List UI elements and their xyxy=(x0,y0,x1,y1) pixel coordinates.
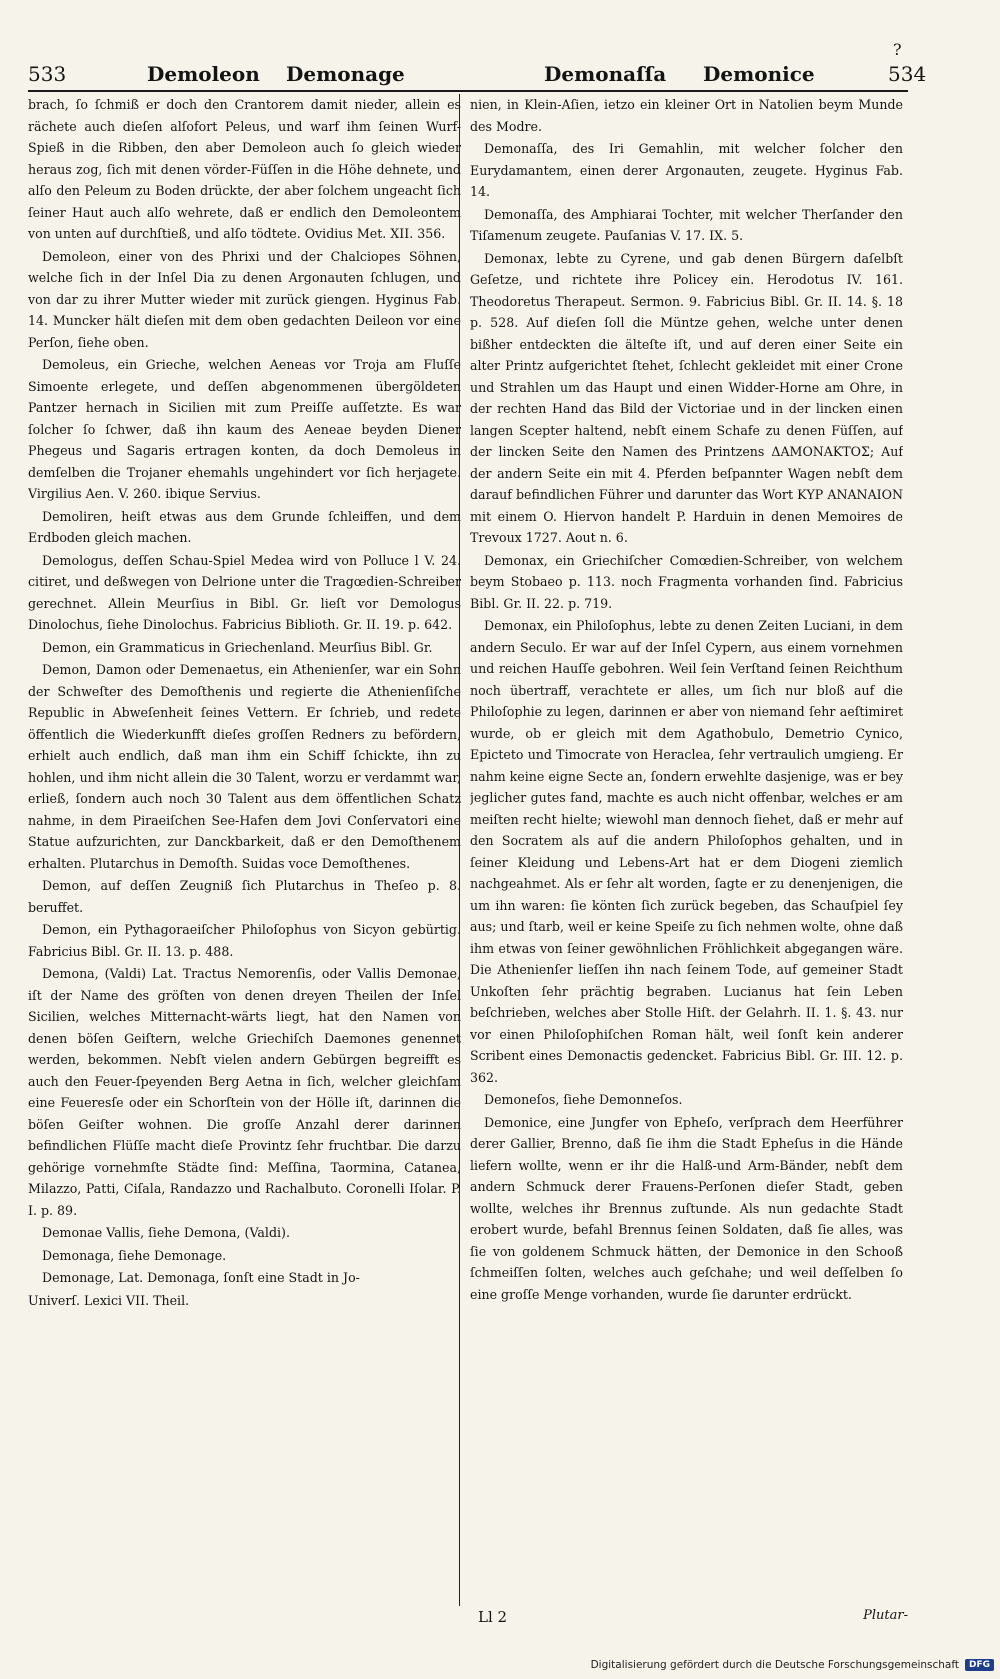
running-header xyxy=(28,62,927,88)
dictionary-entry: Demonax, ein Griechiſcher Comœdien-Schreiber, von welchem beym Stobaeo p. 113. noch Fragmenta vorhanden ſind. Fabricius Bibl. Gr. II. 22. p. 719. xyxy=(470,552,903,611)
dictionary-entry: Demonae Vallis, ſiehe Demona, (Valdi). xyxy=(42,1225,290,1240)
credit-text: Digitalisierung gefördert durch die Deutsche Forschungsgemeinschaft xyxy=(590,1659,959,1671)
dictionary-entry: Demon, ein Pythagoraeiſcher Philoſophus von Sicyon gebürtig. Fabricius Bibl. Gr. II. 13. p. 488. xyxy=(28,922,461,959)
dictionary-entry: Demon, ein Grammaticus in Griechenland. Meurſius Bibl. Gr. xyxy=(42,639,433,655)
dictionary-entry: Demonax, lebte zu Cyrene, und gab denen Bürgern daſelbſt Geſetze, und richtete ihre Policey ein. Herodotus IV. 161. Theodoretus Therapeut. Sermon. 9. Fabricius Bibl. Gr. II. 14. §. 18 p. 528. Auf dieſen ſoll die Müntze gehen, welche unter denen bißher entdeckten die älteſte iſt, und auf deren einer Seite ein alter Printz aufgerichtet ſtehet, ſchlecht gekleidet mit einer Crone und Strahlen um das Haupt und einen Widder-Horne am Ohre, in der rechten Hand das Bild der Victoriae und in der lincken einen langen Scepter haltend, nebſt einem Schafe zu denen Füſſen, auf der lincken Seite den Namen des Printzens ΔΑΜΟΝΑΚΤΟΣ; Auf der andern Seite ein mit 4. Pferden beſpannter Wagen nebſt dem darauf befindlichen Führer und darunter das Wort ΚΥΡ ΑΝΑΝΑΙΟΝ mit einem O. Hiervon handelt P. Harduin in denen Memoires de Trevoux 1727. Aout n. 6. xyxy=(470,250,903,545)
right-column xyxy=(470,94,903,1606)
dictionary-entry: Demon, Damon oder Demenaetus, ein Athenienſer, war ein Sohn der Schweſter des Demoſthenis und regierte die Athenienſiſche Republic in Abweſenheit ſeines Vettern. Er ſchrieb, und redete öffentlich die Wiederkunfft dieſes groſſen Redners zu befördern, erhielt auch endlich, daß man ihm ein Schiff ſchickte, ihn zu hohlen, und ihm nicht allein die 30 Talent, worzu er verdammt war, erließ, ſondern auch noch 30 Talent aus dem öffentlichen Schatz nahme, in dem Piraeiſchen See-Hafen dem Jovi Conſervatori eine Statue aufzurichten, zur Danckbarkeit, daß er den Demoſthenem erhalten. Plutarchus in Demoſth. Suidas voce Demoſthenes. xyxy=(28,662,461,871)
dictionary-entry: brach, ſo ſchmiß er doch den Crantorem damit nieder, allein es rächete auch dieſen alſofort Peleus, und warf ihm ſeinen Wurf-Spieß in die Ribben, den aber Demoleon auch ſo gleich wieder heraus zog, ſich mit denen vörder-Füſſen in die Höhe dehnete, und alſo den Peleum zu Boden drückte, der aber ſolchem ungeacht ſich ſeiner Haut auch alſo wehrete, daß er endlich den Demoleontem von unten auf durchſtieß, und alſo tödtete. Ovidius Met. XII. 356. xyxy=(28,97,461,241)
dictionary-entry: Demonaſſa, des Iri Gemahlin, mit welcher ſolcher den Eurydamantem, einen derer Argonauten, zeugete. Hyginus Fab. 14. xyxy=(470,141,903,199)
dictionary-entry: Demoleon, einer von des Phrixi und der Chalciopes Söhnen, welche ſich in der Inſel Dia zu denen Argonauten ſchlugen, und von dar zu ihrer Mutter wieder mit zurück giengen. Hyginus Fab. 14. Muncker hält dieſen mit dem oben gedachten Deileon vor eine Perſon, ſiehe oben. xyxy=(28,248,461,350)
page-number-left: 533 xyxy=(28,62,67,86)
dictionary-entry: Demonax, ein Philoſophus, lebte zu denen Zeiten Luciani, in dem andern Seculo. Er war auf der Inſel Cypern, aus einem vornehmen und reichen Hauſſe gebohren. Weil ſein Verſtand ſeinen Reichthum noch übertraff, verachtete er alles, um ſich nur bloß auf die Philoſophie zu legen, darinnen er aber von niemand ſehr aeſtimiret wurde, ob er gleich mit dem Agathobulo, Demetrio Cynico, Epicteto und Timocrate von Heraclea, ſehr vertraulich umgieng. Er nahm keine eigne Secte an, ſondern erwehlte dasjenige, was er bey jeglicher gutes fand, machte es auch nicht offenbar, welches er am meiſten recht hielte; wiewohl man dennoch ſiehet, daß er mehr auf den Socratem als auf die andern Philoſophos gehalten, und in ſeiner Kleidung und Lebens-Art hat er dem Diogeni ziemlich nachgeahmet. Als er ſehr alt worden, ſagte er zu denenjenigen, die um ihn waren: ſie könten ſich zurück begeben, das Schauſpiel ſey aus; und ſtarb, weil er keine Speiſe zu ſich nehmen wolte, ohne daß ihm etwas von ſeiner gewöhnlichen Fröhlichkeit abgegangen wäre. Die Athenienſer lieſſen ihn nach ſeinem Tode, auf gemeiner Stadt Unkoſten ſehr prächtig begraben. Lucianus hat ſein Leben beſchrieben, welches aber Stolle Hiſt. der Gelahrh. II. 1. §. 43. nur vor einen Philoſophiſchen Roman hält, weil ſonſt kein anderer Scribent eines Demonactis gedencket. Fabricius Bibl. Gr. III. 12. p. 362. xyxy=(470,618,903,1085)
page-footer xyxy=(28,1608,908,1632)
dictionary-entry: Demoliren, heiſt etwas aus dem Grunde ſchleiffen, und dem Erdboden gleich machen. xyxy=(28,508,461,545)
dictionary-entry: Demonice, eine Jungfer von Epheſo, verſprach dem Heerführer derer Gallier, Brenno, daß ſie ihm die Stadt Epheſus in die Hände liefern wollte, wenn er ihr die Halß-und Arm-Bänder, nebſt dem andern Schmuck derer Frauens-Perſonen dieſer Stadt, geben wollte, welches ihr Brennus zuſtunde. Als nun gedachte Stadt erobert wurde, befahl Brennus ſeinen Soldaten, daß ſie alles, was ſie von goldenem Schmuck hätten, der Demonice in den Schooß ſchmeiſſen ſolten, welches auch geſchahe; und weil deſſelben ſo eine groſſe Menge vorhanden, wurde ſie darunter erdrückt. xyxy=(470,1114,903,1302)
dictionary-entry: Demonaſſa, des Amphiarai Tochter, mit welcher Therſander den Tiſamenum zeugete. Pauſanias V. 17. IX. 5. xyxy=(470,206,903,243)
header-keyword-right-2: Demonice xyxy=(703,62,815,86)
dictionary-entry: nien, in Klein-Aſien, ietzo ein kleiner Ort in Natolien beym Munde des Modre. xyxy=(470,97,903,134)
header-keyword-left-2: Demonage xyxy=(286,62,405,86)
dictionary-entry: Demona, (Valdi) Lat. Tractus Nemorenſis, oder Vallis Demonae, iſt der Name des gröſten von denen dreyen Theilen der Inſel Sicilien, welches Mitternacht-wärts liegt, hat den Namen von denen böſen Geiſtern, welche Griechiſch Daemones genennet werden, bekommen. Nebſt vielen andern Gebürgen begreifft es auch den Feuer-ſpeyenden Berg Aetna in ſich, welcher gleichſam eine Feueresſe oder ein Schorſtein von der Hölle iſt, darinnen die böſen Geiſter wohnen. Die groſſe Anzahl derer darinnen befindlichen Flüſſe macht dieſe Provintz ſehr fruchtbar. Die darzu gehörige vornehmſte Städte ſind: Meſſina, Taormina, Catanea, Milazzo, Patti, Ciſala, Randazzo und Rachalbuto. Coronelli Iſolar. P. I. p. 89. xyxy=(28,966,461,1218)
dictionary-entry: Demon, auf deſſen Zeugniß ſich Plutarchus in Theſeo p. 8. beruffet. xyxy=(28,878,461,915)
header-keyword-left-1: Demoleon xyxy=(147,62,260,86)
dictionary-entry: Demonage, Lat. Demonaga, ſonſt eine Stadt in Jo- xyxy=(42,1270,360,1285)
header-rule xyxy=(28,90,908,92)
page-number-right: 534 xyxy=(888,62,927,86)
dictionary-entry: Univerſ. Lexici VII. Theil. xyxy=(28,1292,190,1308)
dictionary-entry: Demonaga, ſiehe Demonage. xyxy=(42,1247,227,1263)
dictionary-entry: Demoleus, ein Grieche, welchen Aeneas vor Troja am Fluſſe Simoente erlegete, und deſſen abgenommenen übergöldeten Pantzer hernach in Sicilien mit zum Preiſſe auſſetzte. Es war ſolcher ſo ſchwer, daß ihn kaum des Aeneae beyden Diener Phegeus und Sagaris ertragen konten, da doch Demoleus in demſelben die Trojaner ehemahls ungehindert vor ſich herjagete. Virgilius Aen. V. 260. ibique Servius. xyxy=(28,357,461,501)
dictionary-entry: Demologus, deſſen Schau-Spiel Medea wird von Polluce l V. 24. citiret, und deßwegen von Delrione unter die Tragœdien-Schreiber gerechnet. Allein Meurſius in Bibl. Gr. lieſt vor Demologus Dinolochus, ſiehe Dinolochus. Fabricius Biblioth. Gr. II. 19. p. 642. xyxy=(28,552,461,632)
margin-mark: ? xyxy=(893,40,902,59)
header-keyword-right-1: Demonaſſa xyxy=(544,62,667,86)
catchword: Plutar- xyxy=(863,1608,908,1623)
dfg-logo: DFG xyxy=(965,1659,994,1671)
dictionary-entry: Demoneſos, ſiehe Demonneſos. xyxy=(484,1092,683,1107)
column-divider xyxy=(459,94,460,1606)
signature-mark: Ll 2 xyxy=(478,1608,508,1626)
left-column xyxy=(28,94,461,1606)
digitization-credit xyxy=(591,1657,994,1673)
